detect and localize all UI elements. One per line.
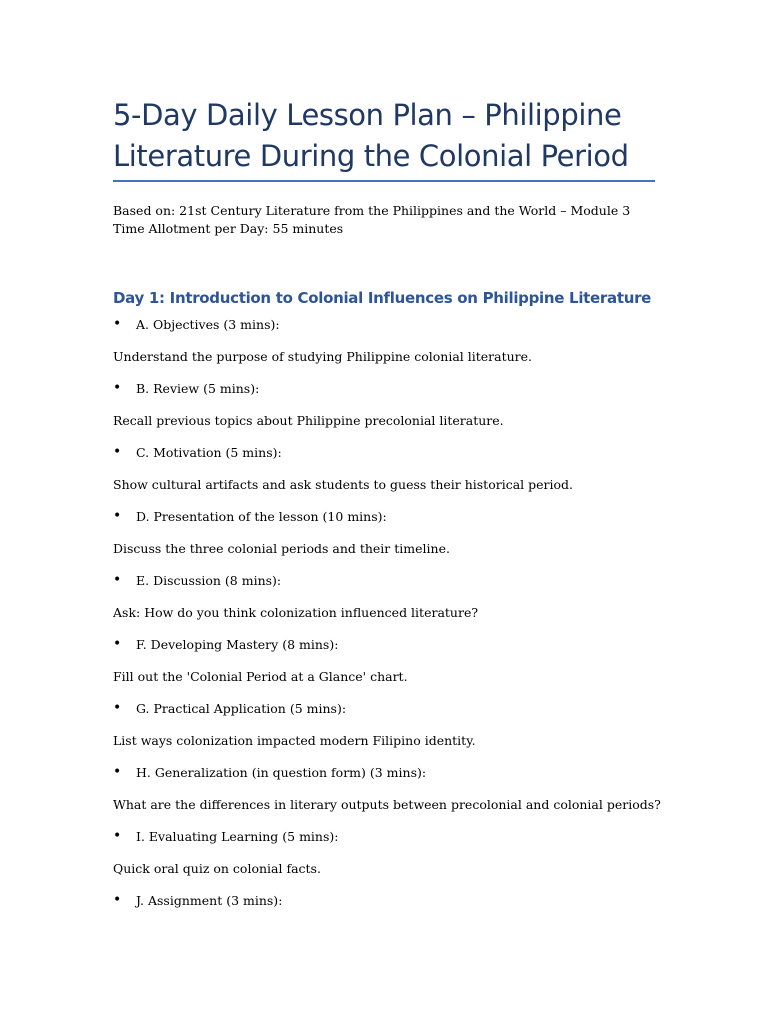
item-text: Ask: How do you think colonization influenced literature? (113, 605, 479, 620)
item-text: Quick oral quiz on colonial facts. (113, 861, 321, 876)
bullet-icon: • (113, 316, 122, 332)
bullet-icon: • (113, 380, 122, 396)
item-label: B. Review (5 mins): (136, 381, 260, 396)
bullet-icon: • (113, 700, 122, 716)
time-allotment-line: Time Allotment per Day: 55 minutes (113, 221, 344, 236)
item-label: A. Objectives (3 mins): (136, 317, 280, 332)
item-text: What are the differences in literary outputs between precolonial and colonial periods? (113, 797, 661, 812)
item-text: Recall previous topics about Philippine precolonial literature. (113, 413, 504, 428)
item-text: Fill out the 'Colonial Period at a Glance' chart. (113, 669, 408, 684)
bullet-icon: • (113, 764, 122, 780)
item-text: Show cultural artifacts and ask students to guess their historical period. (113, 477, 573, 492)
item-label: C. Motivation (5 mins): (136, 445, 282, 460)
bullet-icon: • (113, 572, 122, 588)
based-on-line: Based on: 21st Century Literature from the Philippines and the World – Module 3 (113, 203, 631, 218)
item-label: I. Evaluating Learning (5 mins): (136, 829, 339, 844)
item-label: D. Presentation of the lesson (10 mins): (136, 509, 387, 524)
bullet-icon: • (113, 636, 122, 652)
bullet-icon: • (113, 444, 122, 460)
item-label: E. Discussion (8 mins): (136, 573, 282, 588)
item-text: Understand the purpose of studying Philippine colonial literature. (113, 349, 533, 364)
document-title: 5-Day Daily Lesson Plan – Philippine Literature During the Colonial Period (113, 98, 629, 173)
item-text: List ways colonization impacted modern Filipino identity. (113, 733, 476, 748)
item-label: G. Practical Application (5 mins): (136, 701, 347, 716)
title-underline (113, 180, 655, 182)
bullet-icon: • (113, 892, 122, 908)
item-label: H. Generalization (in question form) (3 mins): (136, 765, 427, 780)
bullet-icon: • (113, 508, 122, 524)
bullet-icon: • (113, 828, 122, 844)
item-label: F. Developing Mastery (8 mins): (136, 637, 339, 652)
item-label: J. Assignment (3 mins): (136, 893, 283, 908)
item-text: Discuss the three colonial periods and their timeline. (113, 541, 450, 556)
day-1-heading: Day 1: Introduction to Colonial Influences on Philippine Literature (113, 289, 652, 307)
